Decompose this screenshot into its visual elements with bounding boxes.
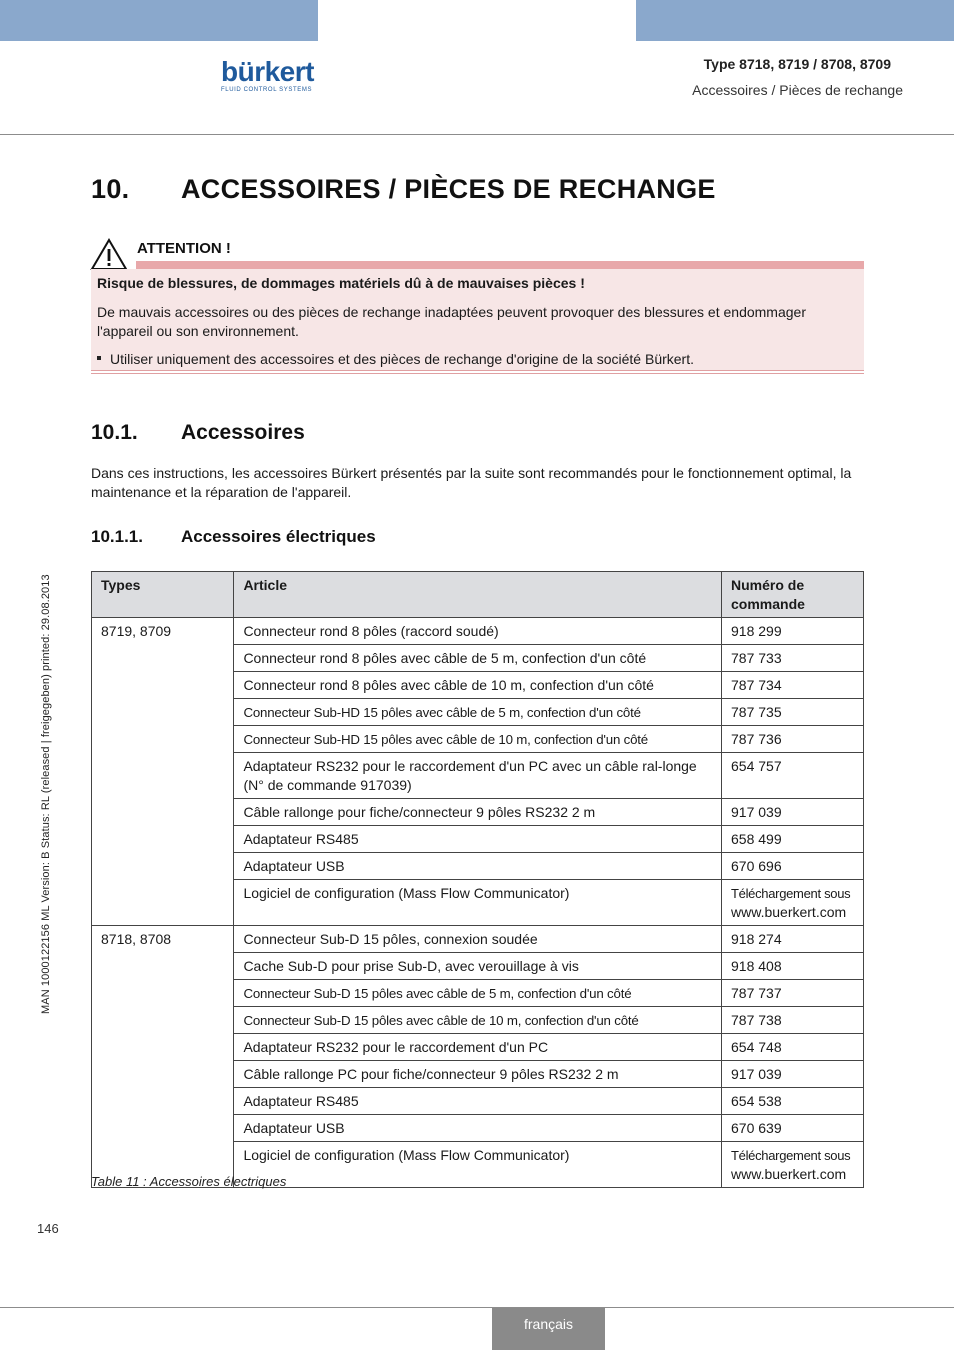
document-side-text: MAN 1000122156 ML Version: B Status: RL (released | freigegeben) printed: 29.08.2013 — [40, 574, 52, 1014]
download-label: Téléchargement sous — [731, 886, 851, 901]
order-cell: 918 299 — [722, 618, 864, 645]
footer-rule — [0, 1307, 954, 1308]
warning-text: De mauvais accessoires ou des pièces de rechange inadaptées peuvent provoquer des blessures et endommager l'appareil ou son environnement. — [97, 304, 806, 339]
article-cell: Adaptateur RS232 pour le raccordement d'un PC avec un câble ral-longe (N° de commande 917039) — [234, 753, 722, 799]
article-cell: Logiciel de configuration (Mass Flow Communicator) — [234, 1142, 722, 1188]
bullet-square-icon — [97, 356, 101, 360]
article-cell: Connecteur Sub-D 15 pôles, connexion soudée — [234, 926, 722, 953]
order-cell: 787 733 — [722, 645, 864, 672]
header-band-right — [636, 0, 954, 41]
download-url: www.buerkert.com — [731, 904, 847, 920]
article-cell: Connecteur rond 8 pôles avec câble de 10 m, confection d'un côté — [234, 672, 722, 699]
article-cell: Connecteur rond 8 pôles avec câble de 5 m, confection d'un côté — [234, 645, 722, 672]
warning-triangle-icon — [90, 238, 128, 271]
page-number: 146 — [37, 1221, 59, 1236]
order-cell: 670 639 — [722, 1115, 864, 1142]
order-cell: 658 499 — [722, 826, 864, 853]
article-cell: Adaptateur USB — [234, 853, 722, 880]
order-cell: 670 696 — [722, 853, 864, 880]
article-cell: Connecteur Sub-HD 15 pôles avec câble de 5 m, confection d'un côté — [234, 699, 722, 726]
order-cell: 918 408 — [722, 953, 864, 980]
header-article: Article — [234, 572, 722, 618]
accessories-table — [91, 571, 864, 1188]
warning-rule — [91, 373, 864, 374]
types-cell: 8718, 8708 — [92, 926, 234, 1188]
order-cell — [722, 880, 864, 926]
table-row — [92, 926, 864, 953]
header-band-left — [0, 0, 318, 41]
warning-bar — [136, 261, 864, 269]
order-cell: 918 274 — [722, 926, 864, 953]
order-cell: 787 738 — [722, 1007, 864, 1034]
article-cell: Câble rallonge PC pour fiche/connecteur 9 pôles RS232 2 m — [234, 1061, 722, 1088]
language-tab: français — [492, 1308, 605, 1350]
article-cell: Connecteur Sub-HD 15 pôles avec câble de 10 m, confection d'un côté — [234, 726, 722, 753]
table-row — [92, 618, 864, 645]
article-cell: Câble rallonge pour fiche/connecteur 9 pôles RS232 2 m — [234, 799, 722, 826]
warning-bullet: Utiliser uniquement des accessoires et des pièces de rechange d'origine de la société Bürkert. — [97, 351, 694, 367]
download-url: www.buerkert.com — [731, 1166, 847, 1182]
section-title: 10.1. Accessoires — [91, 421, 305, 444]
article-cell: Adaptateur USB — [234, 1115, 722, 1142]
warning-headline: Risque de blessures, de dommages matériels dû à de mauvaises pièces ! — [97, 275, 585, 291]
article-cell: Adaptateur RS485 — [234, 1088, 722, 1115]
article-cell: Cache Sub-D pour prise Sub-D, avec verouillage à vis — [234, 953, 722, 980]
header-section: Accessoires / Pièces de rechange — [692, 82, 903, 98]
burkert-logo: bürkert FLUID CONTROL SYSTEMS — [221, 56, 314, 93]
order-cell: 654 538 — [722, 1088, 864, 1115]
header-types: Types — [92, 572, 234, 618]
header-type: Type 8718, 8719 / 8708, 8709 — [703, 56, 891, 72]
order-cell: 654 748 — [722, 1034, 864, 1061]
article-cell: Logiciel de configuration (Mass Flow Communicator) — [234, 880, 722, 926]
article-cell: Connecteur rond 8 pôles (raccord soudé) — [234, 618, 722, 645]
warning-label: ATTENTION ! — [137, 240, 231, 257]
table-caption: Table 11 : Accessoires électriques — [91, 1174, 287, 1189]
order-cell — [722, 1142, 864, 1188]
order-cell: 787 736 — [722, 726, 864, 753]
article-cell: Connecteur Sub-D 15 pôles avec câble de 10 m, confection d'un côté — [234, 1007, 722, 1034]
article-cell: Adaptateur RS485 — [234, 826, 722, 853]
order-cell: 787 735 — [722, 699, 864, 726]
subsection-title: 10.1.1. Accessoires électriques — [91, 527, 376, 546]
types-cell: 8719, 8709 — [92, 618, 234, 926]
article-cell: Connecteur Sub-D 15 pôles avec câble de 5 m, confection d'un côté — [234, 980, 722, 1007]
section-intro: Dans ces instructions, les accessoires Bürkert présentés par la suite sont recommandés pour le fonctionnement optimal, la maintenance et la réparation de l'appareil. — [91, 465, 852, 500]
order-cell: 917 039 — [722, 1061, 864, 1088]
header-rule — [0, 134, 954, 135]
order-cell: 917 039 — [722, 799, 864, 826]
download-label: Téléchargement sous — [731, 1148, 851, 1163]
order-cell: 654 757 — [722, 753, 864, 799]
order-cell: 787 737 — [722, 980, 864, 1007]
table-header-row — [92, 572, 864, 618]
header-order: Numéro de commande — [722, 572, 864, 618]
warning-rule — [91, 370, 864, 371]
order-cell: 787 734 — [722, 672, 864, 699]
chapter-title: 10. ACCESSOIRES / PIÈCES DE RECHANGE — [91, 174, 716, 204]
article-cell: Adaptateur RS232 pour le raccordement d'un PC — [234, 1034, 722, 1061]
